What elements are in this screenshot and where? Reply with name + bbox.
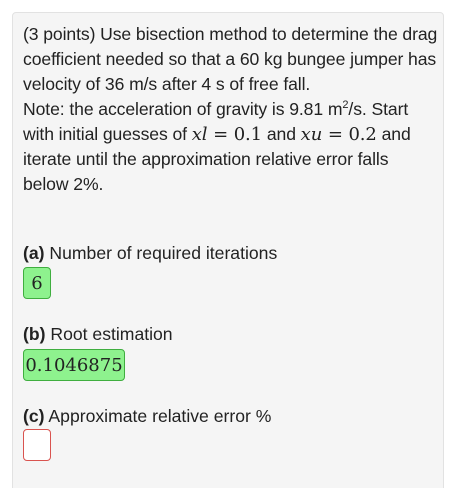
guess-text: with initial guesses of bbox=[23, 124, 192, 144]
question-line bbox=[23, 122, 438, 147]
part-a-label: (a) Number of required iterations bbox=[23, 243, 278, 263]
math-xl: xl = 0.1 bbox=[191, 124, 263, 145]
question-text bbox=[23, 22, 438, 197]
and-text: and bbox=[262, 124, 301, 144]
part-b-label: (b) Root estimation bbox=[23, 324, 173, 344]
error-answer-field[interactable] bbox=[23, 429, 51, 461]
question-line: (3 points) Use bisection method to determine the drag bbox=[23, 24, 438, 44]
root-answer-field[interactable]: 0.1046875 bbox=[23, 349, 125, 381]
gravity-unit-text: /s. Start bbox=[348, 99, 409, 119]
question-line bbox=[23, 97, 438, 122]
math-xu: xu = 0.2 bbox=[300, 124, 377, 145]
gravity-text: Note: the acceleration of gravity is 9.81 m bbox=[23, 99, 343, 119]
question-line: iterate until the approximation relative error falls bbox=[23, 149, 389, 169]
question-line: coefficient needed so that a 60 kg bungee jumper has bbox=[23, 49, 437, 69]
part-c-label: (c) Approximate relative error % bbox=[23, 406, 272, 426]
and-text: and bbox=[376, 124, 411, 144]
iterations-answer-field[interactable]: 6 bbox=[23, 267, 51, 299]
question-line: below 2%. bbox=[23, 174, 104, 194]
exponent: 2 bbox=[342, 99, 349, 111]
question-line: velocity of 36 m/s after 4 s of free fall. bbox=[23, 74, 311, 94]
